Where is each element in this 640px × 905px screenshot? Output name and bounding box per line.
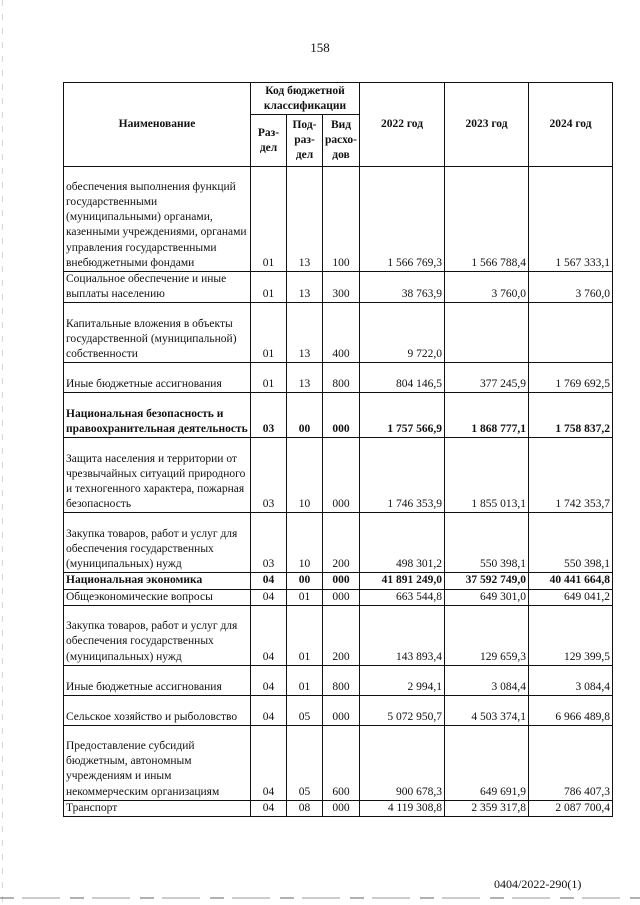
cell-section: 04	[251, 695, 287, 725]
cell-section: 03	[251, 438, 287, 513]
cell-y2024: 1 769 692,5	[529, 363, 613, 393]
cell-section: 01	[251, 363, 287, 393]
cell-subsection: 08	[287, 800, 323, 816]
cell-y2024: 550 398,1	[529, 513, 613, 573]
cell-y2024	[529, 303, 613, 363]
cell-expense-type: 000	[323, 695, 360, 725]
cell-subsection: 10	[287, 513, 323, 573]
cell-y2024: 786 407,3	[529, 725, 613, 800]
cell-section: 04	[251, 800, 287, 816]
scan-left-edge	[2, 0, 3, 905]
cell-section: 04	[251, 589, 287, 605]
table-row	[64, 725, 613, 800]
cell-name: Закупка товаров, работ и услуг для обеспечения государственных (муниципальных) нужд	[64, 605, 251, 665]
table-row	[64, 589, 613, 605]
table-row	[64, 272, 613, 303]
cell-y2023: 1 855 013,1	[445, 438, 529, 513]
cell-subsection: 01	[287, 665, 323, 695]
cell-y2024: 40 441 664,8	[529, 573, 613, 589]
cell-subsection: 00	[287, 393, 323, 438]
header-expense-type: Вид расхо-дов	[323, 115, 360, 167]
table-row	[64, 393, 613, 438]
cell-y2022: 1 566 769,3	[360, 167, 445, 272]
cell-section: 04	[251, 665, 287, 695]
header-budget-code: Код бюджетной классификации	[251, 83, 360, 115]
cell-y2022: 9 722,0	[360, 303, 445, 363]
cell-y2022: 900 678,3	[360, 725, 445, 800]
cell-y2024: 3 084,4	[529, 665, 613, 695]
cell-section: 03	[251, 393, 287, 438]
cell-subsection: 13	[287, 363, 323, 393]
cell-expense-type: 000	[323, 589, 360, 605]
cell-expense-type: 000	[323, 800, 360, 816]
cell-y2024: 129 399,5	[529, 605, 613, 665]
cell-y2024: 2 087 700,4	[529, 800, 613, 816]
header-2022: 2022 год	[360, 83, 445, 167]
table-row	[64, 513, 613, 573]
cell-section: 04	[251, 573, 287, 589]
cell-subsection: 13	[287, 303, 323, 363]
cell-y2024: 1 567 333,1	[529, 167, 613, 272]
header-2023: 2023 год	[445, 83, 529, 167]
table-row	[64, 438, 613, 513]
cell-subsection: 05	[287, 695, 323, 725]
cell-expense-type: 800	[323, 363, 360, 393]
cell-y2023: 550 398,1	[445, 513, 529, 573]
cell-subsection: 13	[287, 272, 323, 303]
table-row	[64, 605, 613, 665]
cell-y2024: 6 966 489,8	[529, 695, 613, 725]
cell-y2024: 1 742 353,7	[529, 438, 613, 513]
cell-expense-type: 000	[323, 393, 360, 438]
cell-name: Национальная экономика	[64, 573, 251, 589]
cell-y2024: 1 758 837,2	[529, 393, 613, 438]
cell-subsection: 13	[287, 167, 323, 272]
document-code: 0404/2022-290(1)	[494, 877, 582, 891]
cell-section: 04	[251, 725, 287, 800]
cell-y2022: 38 763,9	[360, 272, 445, 303]
cell-y2024: 649 041,2	[529, 589, 613, 605]
cell-subsection: 10	[287, 438, 323, 513]
cell-name: Закупка товаров, работ и услуг для обеспечения государственных (муниципальных) нужд	[64, 513, 251, 573]
cell-y2023: 129 659,3	[445, 605, 529, 665]
header-name: Наименование	[64, 83, 251, 167]
cell-y2022: 2 994,1	[360, 665, 445, 695]
cell-y2023: 649 301,0	[445, 589, 529, 605]
cell-subsection: 05	[287, 725, 323, 800]
cell-y2022: 498 301,2	[360, 513, 445, 573]
cell-y2024: 3 760,0	[529, 272, 613, 303]
cell-y2023: 649 691,9	[445, 725, 529, 800]
cell-section: 01	[251, 303, 287, 363]
header-2024: 2024 год	[529, 83, 613, 167]
cell-expense-type: 100	[323, 167, 360, 272]
cell-name: Капитальные вложения в объекты государственной (муниципальной) собственности	[64, 303, 251, 363]
cell-y2023: 1 566 788,4	[445, 167, 529, 272]
cell-section: 03	[251, 513, 287, 573]
cell-name: Социальное обеспечение и иные выплаты населению	[64, 272, 251, 303]
cell-y2023: 3 760,0	[445, 272, 529, 303]
cell-section: 01	[251, 167, 287, 272]
cell-y2022: 1 746 353,9	[360, 438, 445, 513]
cell-name: Иные бюджетные ассигнования	[64, 363, 251, 393]
cell-y2022: 143 893,4	[360, 605, 445, 665]
cell-subsection: 01	[287, 605, 323, 665]
table-row	[64, 303, 613, 363]
cell-name: Предоставление субсидий бюджетным, автономным учреждениям и иным некоммерческим организациям	[64, 725, 251, 800]
cell-name: Сельское хозяйство и рыболовство	[64, 695, 251, 725]
cell-subsection: 00	[287, 573, 323, 589]
table-row	[64, 800, 613, 816]
cell-name: Транспорт	[64, 800, 251, 816]
cell-section: 01	[251, 272, 287, 303]
scan-bottom-edge	[0, 897, 640, 899]
cell-expense-type: 000	[323, 438, 360, 513]
budget-table	[63, 82, 613, 817]
cell-name: Национальная безопасность и правоохранительная деятельность	[64, 393, 251, 438]
page-number: 158	[310, 40, 330, 55]
cell-y2023: 37 592 749,0	[445, 573, 529, 589]
header-subsection: Под-раз-дел	[287, 115, 323, 167]
cell-y2022: 804 146,5	[360, 363, 445, 393]
cell-y2022: 663 544,8	[360, 589, 445, 605]
cell-section: 04	[251, 605, 287, 665]
table-body	[64, 167, 613, 817]
cell-expense-type: 300	[323, 272, 360, 303]
cell-expense-type: 800	[323, 665, 360, 695]
cell-y2022: 5 072 950,7	[360, 695, 445, 725]
cell-expense-type: 200	[323, 605, 360, 665]
cell-name: Общеэкономические вопросы	[64, 589, 251, 605]
cell-y2023: 2 359 317,8	[445, 800, 529, 816]
cell-y2022: 41 891 249,0	[360, 573, 445, 589]
table-row	[64, 695, 613, 725]
table-row	[64, 363, 613, 393]
cell-expense-type: 200	[323, 513, 360, 573]
cell-name: Защита населения и территории от чрезвычайных ситуаций природного и техногенного характера, пожарная безопасность	[64, 438, 251, 513]
cell-y2023: 3 084,4	[445, 665, 529, 695]
cell-expense-type: 000	[323, 573, 360, 589]
cell-y2023: 377 245,9	[445, 363, 529, 393]
cell-y2023	[445, 303, 529, 363]
table-row	[64, 665, 613, 695]
cell-expense-type: 400	[323, 303, 360, 363]
cell-y2023: 1 868 777,1	[445, 393, 529, 438]
cell-name: обеспечения выполнения функций государственными (муниципальными) органами, казенными учреждениями, органами управления государственными внебюджетными фондами	[64, 167, 251, 272]
table-row	[64, 167, 613, 272]
cell-name: Иные бюджетные ассигнования	[64, 665, 251, 695]
table-row	[64, 573, 613, 589]
cell-expense-type: 600	[323, 725, 360, 800]
header-section: Раз-дел	[251, 115, 287, 167]
cell-subsection: 01	[287, 589, 323, 605]
cell-y2022: 1 757 566,9	[360, 393, 445, 438]
cell-y2022: 4 119 308,8	[360, 800, 445, 816]
cell-y2023: 4 503 374,1	[445, 695, 529, 725]
